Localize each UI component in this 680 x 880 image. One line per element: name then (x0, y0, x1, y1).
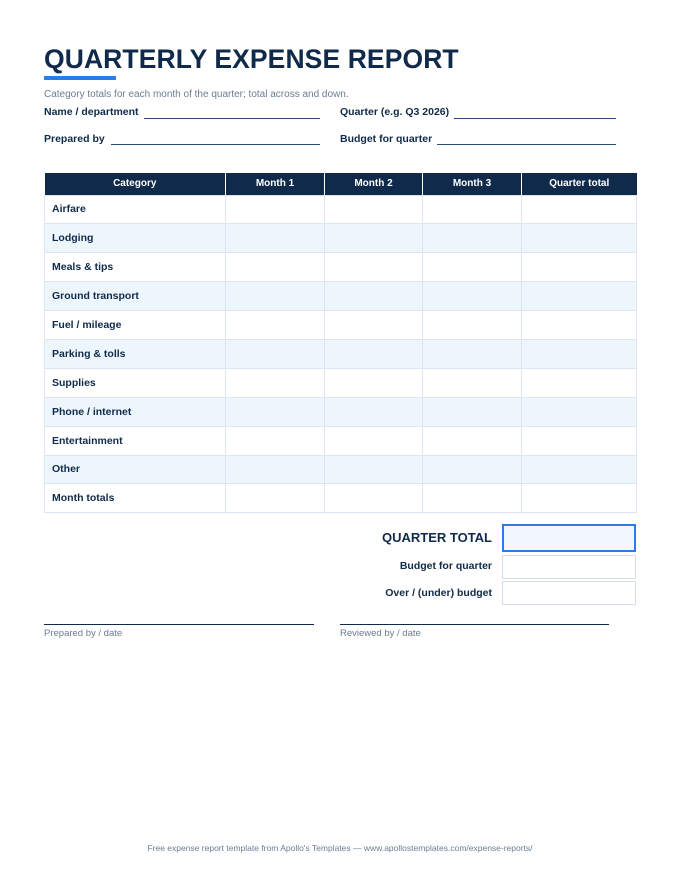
table-cell[interactable] (226, 195, 325, 224)
quarter-label: Quarter (e.g. Q3 2026) (340, 106, 450, 118)
table-row (45, 282, 637, 311)
footer-credit: Free expense report template from Apollo's Templates — www.apollostemplates.com/expense-reports/ (147, 843, 533, 853)
budget-for-quarter-label: Budget for quarter (340, 133, 433, 145)
prepared-by-label: Prepared by (44, 133, 105, 145)
table-cell[interactable] (226, 426, 325, 455)
table-header-row (45, 173, 637, 195)
table-cell[interactable] (226, 311, 325, 340)
table-cell[interactable] (423, 224, 522, 253)
over-under-budget-field[interactable] (502, 581, 636, 605)
row-label: Parking & tolls (45, 339, 226, 368)
table-cell[interactable] (325, 311, 423, 340)
table-cell[interactable] (423, 253, 522, 282)
header-quarter-total: Quarter total (522, 173, 637, 195)
table-cell[interactable] (522, 282, 637, 311)
row-label: Lodging (45, 224, 226, 253)
table-cell[interactable] (423, 455, 522, 484)
table-cell[interactable] (226, 397, 325, 426)
table-cell[interactable] (226, 339, 325, 368)
month-totals-row (45, 484, 637, 513)
table-cell[interactable] (522, 195, 637, 224)
budget-for-quarter-field[interactable] (437, 144, 616, 145)
row-label: Ground transport (45, 282, 226, 311)
table-row (45, 397, 637, 426)
table-cell[interactable] (226, 253, 325, 282)
table-cell[interactable] (325, 282, 423, 311)
table-cell[interactable] (522, 253, 637, 282)
table-row (45, 311, 637, 340)
name-department-label: Name / department (44, 106, 139, 118)
table-cell[interactable] (423, 282, 522, 311)
name-department-field[interactable] (144, 118, 320, 119)
reviewed-signature-line[interactable] (340, 624, 609, 625)
row-label: Fuel / mileage (45, 311, 226, 340)
table-cell[interactable] (325, 195, 423, 224)
table-cell[interactable] (522, 339, 637, 368)
row-label: Meals & tips (45, 253, 226, 282)
row-label: Entertainment (45, 426, 226, 455)
header-category: Category (45, 173, 226, 195)
page-subtitle: Category totals for each month of the quarter; total across and down. (44, 89, 349, 100)
table-cell[interactable] (522, 484, 637, 513)
budget-summary-label: Budget for quarter (399, 560, 492, 572)
table-cell[interactable] (226, 455, 325, 484)
table-row (45, 224, 637, 253)
table-row (45, 339, 637, 368)
table-cell[interactable] (226, 224, 325, 253)
table-cell[interactable] (226, 282, 325, 311)
table-cell[interactable] (522, 311, 637, 340)
over-under-budget-label: Over / (under) budget (385, 587, 492, 599)
table-cell[interactable] (423, 426, 522, 455)
table-cell[interactable] (423, 397, 522, 426)
quarter-field[interactable] (454, 118, 616, 119)
table-cell[interactable] (522, 368, 637, 397)
table-cell[interactable] (423, 368, 522, 397)
row-label: Supplies (45, 368, 226, 397)
expense-table (44, 173, 637, 513)
prepared-signature-label: Prepared by / date (44, 628, 123, 639)
table-cell[interactable] (226, 484, 325, 513)
row-label: Airfare (45, 195, 226, 224)
budget-summary-field[interactable] (502, 555, 636, 579)
header-month-3: Month 3 (423, 173, 522, 195)
table-cell[interactable] (423, 195, 522, 224)
table-cell[interactable] (325, 484, 423, 513)
page-title: QUARTERLY EXPENSE REPORT (44, 44, 459, 74)
header-month-1: Month 1 (226, 173, 325, 195)
row-label: Month totals (45, 484, 226, 513)
table-cell[interactable] (423, 311, 522, 340)
reviewed-signature-label: Reviewed by / date (340, 628, 421, 639)
table-cell[interactable] (325, 455, 423, 484)
table-cell[interactable] (423, 339, 522, 368)
table-cell[interactable] (522, 224, 637, 253)
table-row (45, 195, 637, 224)
table-cell[interactable] (325, 426, 423, 455)
title-accent-bar (44, 76, 116, 80)
table-cell[interactable] (325, 368, 423, 397)
table-cell[interactable] (522, 426, 637, 455)
table-row (45, 368, 637, 397)
prepared-by-field[interactable] (111, 144, 320, 145)
table-row (45, 426, 637, 455)
quarter-total-field[interactable] (502, 524, 636, 552)
row-label: Other (45, 455, 226, 484)
table-cell[interactable] (423, 484, 522, 513)
table-cell[interactable] (325, 253, 423, 282)
quarter-total-label: QUARTER TOTAL (381, 530, 492, 545)
table-row (45, 455, 637, 484)
table-row (45, 253, 637, 282)
table-cell[interactable] (325, 224, 423, 253)
row-label: Phone / internet (45, 397, 226, 426)
table-cell[interactable] (226, 368, 325, 397)
prepared-signature-line[interactable] (44, 624, 314, 625)
table-cell[interactable] (325, 339, 423, 368)
table-cell[interactable] (522, 397, 637, 426)
header-month-2: Month 2 (325, 173, 423, 195)
table-cell[interactable] (522, 455, 637, 484)
table-cell[interactable] (325, 397, 423, 426)
